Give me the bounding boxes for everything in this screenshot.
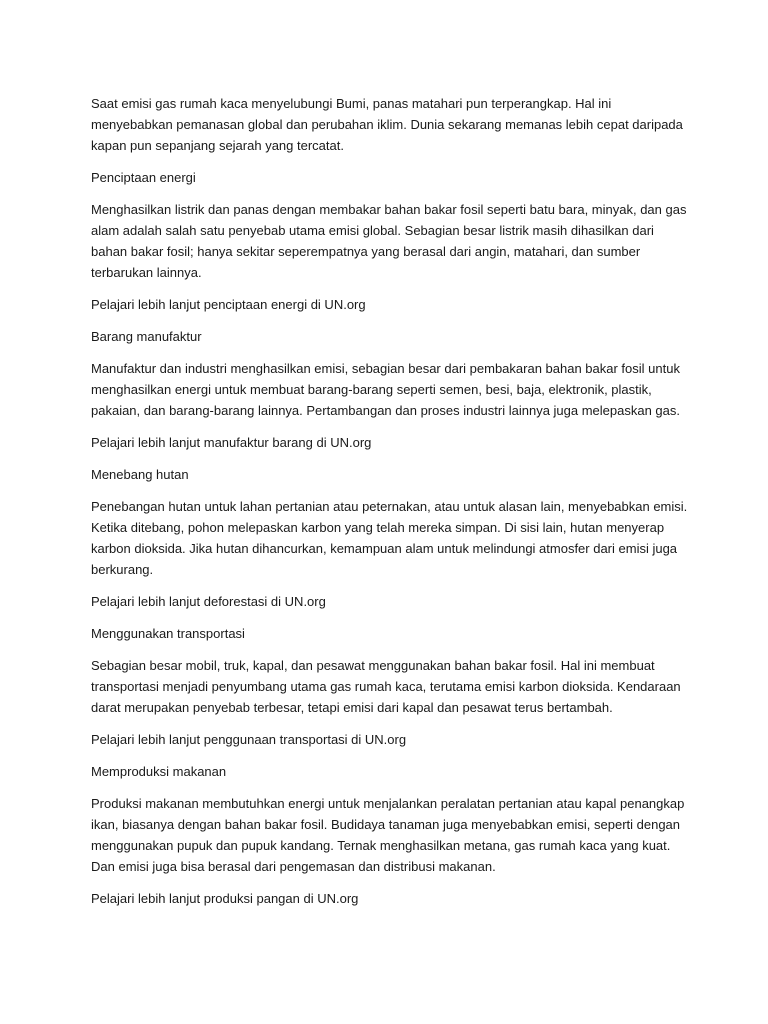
- section-heading-energy: Penciptaan energi: [91, 170, 196, 185]
- forests-learn-more: Pelajari lebih lanjut deforestasi di UN.org: [91, 594, 326, 609]
- transport-paragraph: Sebagian besar mobil, truk, kapal, dan pesawat menggunakan bahan bakar fosil. Hal ini membuat transportasi menjadi penyumbang utama gas rumah kaca, terutama emisi karbon dioksida. Kendaraan darat merupakan penyebab terbesar, tetapi emisi dari kapal dan pesawat terus bertambah.: [91, 658, 681, 715]
- energy-paragraph: Menghasilkan listrik dan panas dengan membakar bahan bakar fosil seperti batu bara, minyak, dan gas alam adalah salah satu penyebab utama emisi global. Sebagian besar listrik masih dihasilkan dari bahan bakar fosil; hanya sekitar seperempatnya yang berasal dari angin, matahari, dan sumber terbarukan lainnya.: [91, 202, 687, 280]
- section-heading-forests: Menebang hutan: [91, 467, 189, 482]
- section-heading-food: Memproduksi makanan: [91, 764, 227, 779]
- transport-learn-more: Pelajari lebih lanjut penggunaan transportasi di UN.org: [91, 732, 407, 747]
- section-heading-manufacturing: Barang manufaktur: [91, 329, 202, 344]
- manufacturing-learn-more: Pelajari lebih lanjut manufaktur barang di UN.org: [91, 435, 372, 450]
- document-page: [91, 93, 691, 920]
- manufacturing-paragraph: Manufaktur dan industri menghasilkan emisi, sebagian besar dari pembakaran bahan bakar fosil untuk menghasilkan energi untuk membuat barang-barang seperti semen, besi, baja, elektronik, plastik, pakaian, dan barang-barang lainnya. Pertambangan dan proses industri lainnya juga melepaskan gas.: [91, 361, 681, 418]
- intro-paragraph: Saat emisi gas rumah kaca menyelubungi Bumi, panas matahari pun terperangkap. Hal ini menyebabkan pemanasan global dan perubahan iklim. Dunia sekarang memanas lebih cepat daripada kapan pun sepanjang sejarah yang tercatat.: [91, 96, 683, 153]
- food-paragraph: Produksi makanan membutuhkan energi untuk menjalankan peralatan pertanian atau kapal penangkap ikan, biasanya dengan bahan bakar fosil. Budidaya tanaman juga menyebabkan emisi, seperti dengan menggunakan pupuk dan pupuk kandang. Ternak menghasilkan metana, gas rumah kaca yang kuat. Dan emisi juga bisa berasal dari pengemasan dan distribusi makanan.: [91, 796, 685, 874]
- energy-learn-more: Pelajari lebih lanjut penciptaan energi di UN.org: [91, 297, 366, 312]
- forests-paragraph: Penebangan hutan untuk lahan pertanian atau peternakan, atau untuk alasan lain, menyebabkan emisi. Ketika ditebang, pohon melepaskan karbon yang telah mereka simpan. Di sisi lain, hutan menyerap karbon dioksida. Jika hutan dihancurkan, kemampuan alam untuk melindungi atmosfer dari emisi juga berkurang.: [91, 499, 688, 577]
- section-heading-transport: Menggunakan transportasi: [91, 626, 245, 641]
- food-learn-more: Pelajari lebih lanjut produksi pangan di UN.org: [91, 891, 359, 906]
